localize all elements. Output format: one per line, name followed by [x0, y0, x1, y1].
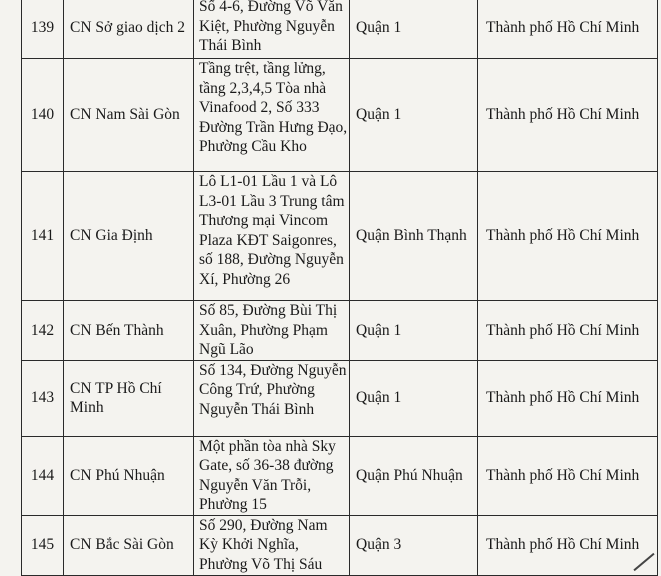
- table-row: [22, 0, 658, 59]
- branch-table: [21, 0, 658, 576]
- branch-name: CN TP Hồ Chí Minh: [64, 360, 194, 436]
- branch-address: Số 85, Đường Bùi Thị Xuân, Phường Phạm Ngũ Lão: [194, 301, 350, 361]
- table-row: [22, 172, 658, 301]
- branch-city: Thành phố Hồ Chí Minh: [478, 436, 658, 515]
- row-number: 143: [22, 360, 64, 436]
- branch-city: Thành phố Hồ Chí Minh: [478, 360, 658, 436]
- branch-name: CN Nam Sài Gòn: [64, 59, 194, 172]
- branch-district: Quận 1: [350, 0, 478, 59]
- row-number: 142: [22, 301, 64, 361]
- branch-district: Quận 3: [350, 515, 478, 575]
- branch-name: CN Sở giao dịch 2: [64, 0, 194, 59]
- branch-district: Quận 1: [350, 301, 478, 361]
- branch-address: Tầng trệt, tầng lửng, tầng 2,3,4,5 Tòa nhà Vinafood 2, Số 333 Đường Trần Hưng Đạo, Phường Cầu Kho: [194, 59, 350, 172]
- branch-address: Số 290, Đường Nam Kỳ Khởi Nghĩa, Phường Võ Thị Sáu: [194, 515, 350, 575]
- row-number: 141: [22, 172, 64, 301]
- row-number: 140: [22, 59, 64, 172]
- row-number: 145: [22, 515, 64, 575]
- branch-district: Quận Bình Thạnh: [350, 172, 478, 301]
- branch-name: CN Bắc Sài Gòn: [64, 515, 194, 575]
- row-number: 139: [22, 0, 64, 59]
- branch-name: CN Phú Nhuận: [64, 436, 194, 515]
- table-row: [22, 360, 658, 436]
- branch-city: Thành phố Hồ Chí Minh: [478, 301, 658, 361]
- branch-name: CN Bến Thành: [64, 301, 194, 361]
- branch-city: Thành phố Hồ Chí Minh: [478, 59, 658, 172]
- branch-address: Một phần tòa nhà Sky Gate, số 36-38 đường Nguyễn Văn Trỗi, Phường 15: [194, 436, 350, 515]
- table-row: [22, 301, 658, 361]
- branch-city: Thành phố Hồ Chí Minh: [478, 172, 658, 301]
- branch-name: CN Gia Định: [64, 172, 194, 301]
- row-number: 144: [22, 436, 64, 515]
- branch-district: Quận 1: [350, 59, 478, 172]
- branch-address: Số 134, Đường Nguyễn Công Trứ, Phường Nguyễn Thái Bình: [194, 360, 350, 436]
- branch-address: Lô L1-01 Lầu 1 và Lô L3-01 Lầu 3 Trung tâm Thương mại Vincom Plaza KĐT Saigonres, số 188, Đường Nguyễn Xí, Phường 26: [194, 172, 350, 301]
- branch-city: Thành phố Hồ Chí Minh: [478, 0, 658, 59]
- branch-district: Quận 1: [350, 360, 478, 436]
- branch-city: Thành phố Hồ Chí Minh: [478, 515, 658, 575]
- table-row: [22, 436, 658, 515]
- table-row: [22, 59, 658, 172]
- table-row: [22, 515, 658, 575]
- branch-district: Quận Phú Nhuận: [350, 436, 478, 515]
- branch-address: Số 4-6, Đường Võ Văn Kiệt, Phường Nguyễn Thái Bình: [194, 0, 350, 59]
